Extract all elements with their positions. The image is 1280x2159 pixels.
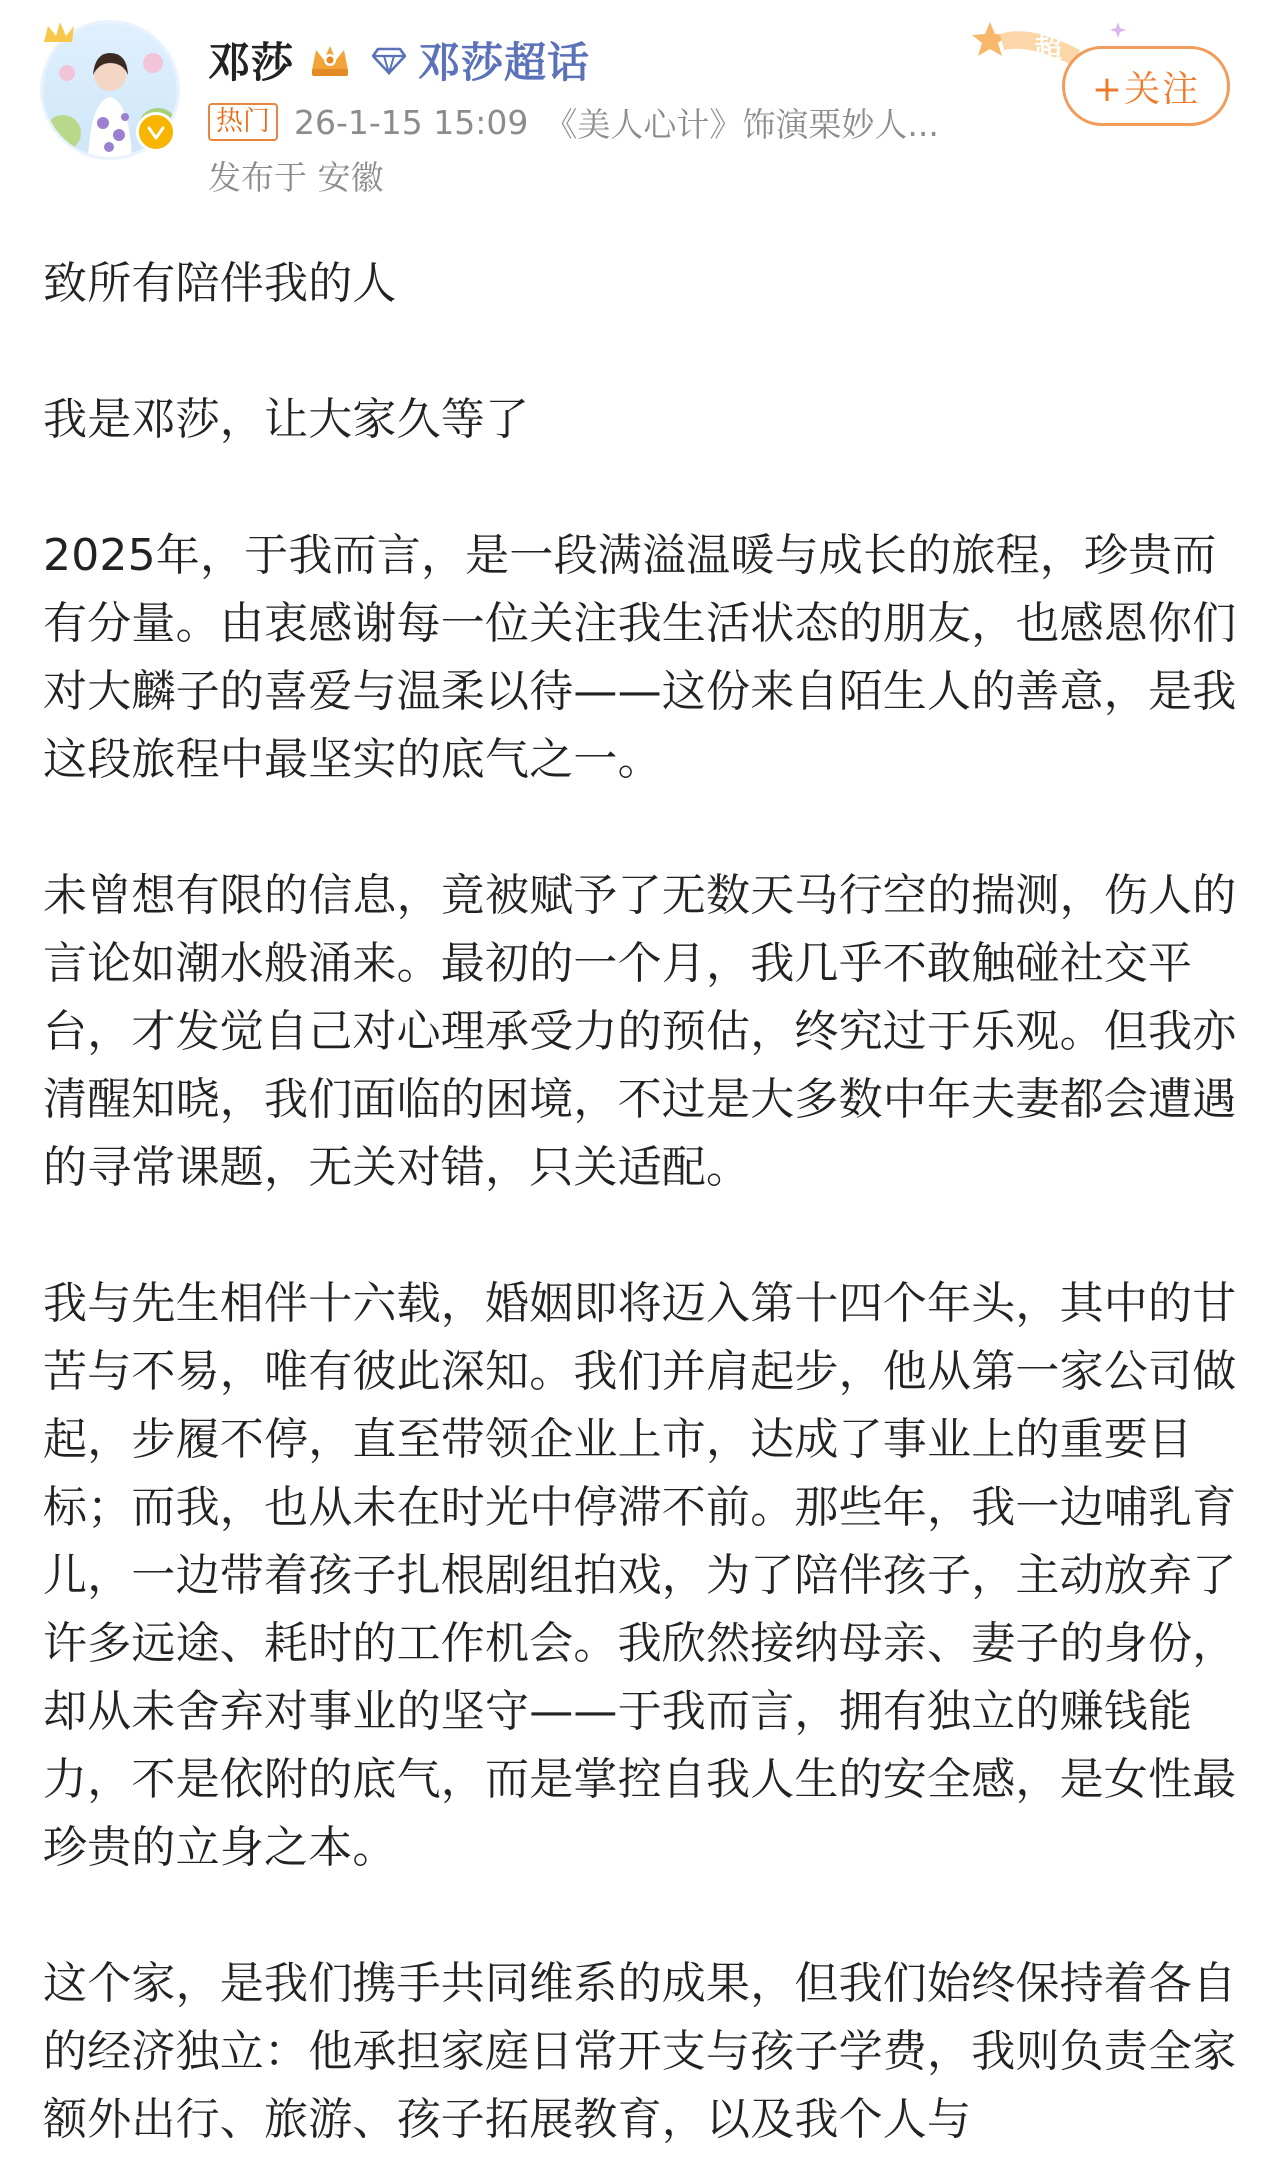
post-paragraph: 未曾想有限的信息，竟被赋予了无数天马行空的揣测，伤人的言论如潮水般涌来。最初的一个月，我几乎不敢触碰社交平台，才发觉自己对心理承受力的预估，终究过于乐观。但我亦清醒知晓，我们面临的困境，不过是大多数中年夫妻都会遭遇的寻常课题，无关对错，只关适配。 bbox=[43, 870, 1237, 1193]
name-row bbox=[208, 30, 590, 90]
crown-badge-icon[interactable] bbox=[306, 40, 354, 80]
post-paragraph: 这个家，是我们携手共同维系的成果，但我们始终保持着各自的经济独立：他承担家庭日常开支与孩子学费，我则负责全家额外出行、旅游、孩子拓展教育，以及我个人与 bbox=[43, 1958, 1237, 2145]
username[interactable]: 邓莎 bbox=[208, 38, 295, 87]
follow-area bbox=[970, 14, 1250, 134]
hot-tag: 热门 bbox=[208, 103, 278, 141]
follow-button[interactable]: +关注 bbox=[1062, 46, 1230, 126]
post-paragraph: 2025年，于我而言，是一段满溢温暖与成长的旅程，珍贵而有分量。由衷感谢每一位关注我生活状态的朋友，也感恩你们对大麟子的喜爱与温柔以待——这份来自陌生人的善意，是我这段旅程中最坚实的底气之一。 bbox=[43, 530, 1237, 785]
sparkle-crown-icon bbox=[36, 12, 80, 56]
post-body bbox=[43, 250, 1243, 2154]
post-paragraph: 我与先生相伴十六载，婚姻即将迈入第十四个年头，其中的甘苦与不易，唯有彼此深知。我们并肩起步，他从第一家公司做起，步履不停，直至带领企业上市，达成了事业上的重要目标；而我，也从未在时光中停滞不前。那些年，我一边哺乳育儿，一边带着孩子扎根剧组拍戏，为了陪伴孩子，主动放弃了许多远途、耗时的工作机会。我欣然接纳母亲、妻子的身份，却从未舍弃对事业的坚守——于我而言，拥有独立的赚钱能力，不是依附的底气，而是掌控自我人生的安全感，是女性最珍贵的立身之本。 bbox=[43, 1278, 1237, 1873]
super-topic-link[interactable]: 邓莎超话 bbox=[418, 38, 591, 87]
avatar[interactable] bbox=[40, 20, 180, 160]
post-greeting: 致所有陪伴我的人 bbox=[43, 258, 397, 309]
diamond-icon bbox=[372, 45, 406, 75]
post-timestamp: 26-1-15 15:09 bbox=[294, 102, 529, 142]
super-badge-text: 超 bbox=[1034, 32, 1063, 65]
post-intro: 我是邓莎，让大家久等了 bbox=[43, 394, 530, 445]
post-header bbox=[0, 0, 1280, 200]
post-source[interactable]: 《美人心计》饰演栗妙人... bbox=[544, 104, 939, 144]
post-location: 发布于 安徽 bbox=[208, 158, 384, 197]
meta-row bbox=[208, 100, 939, 144]
verified-icon bbox=[136, 112, 176, 152]
